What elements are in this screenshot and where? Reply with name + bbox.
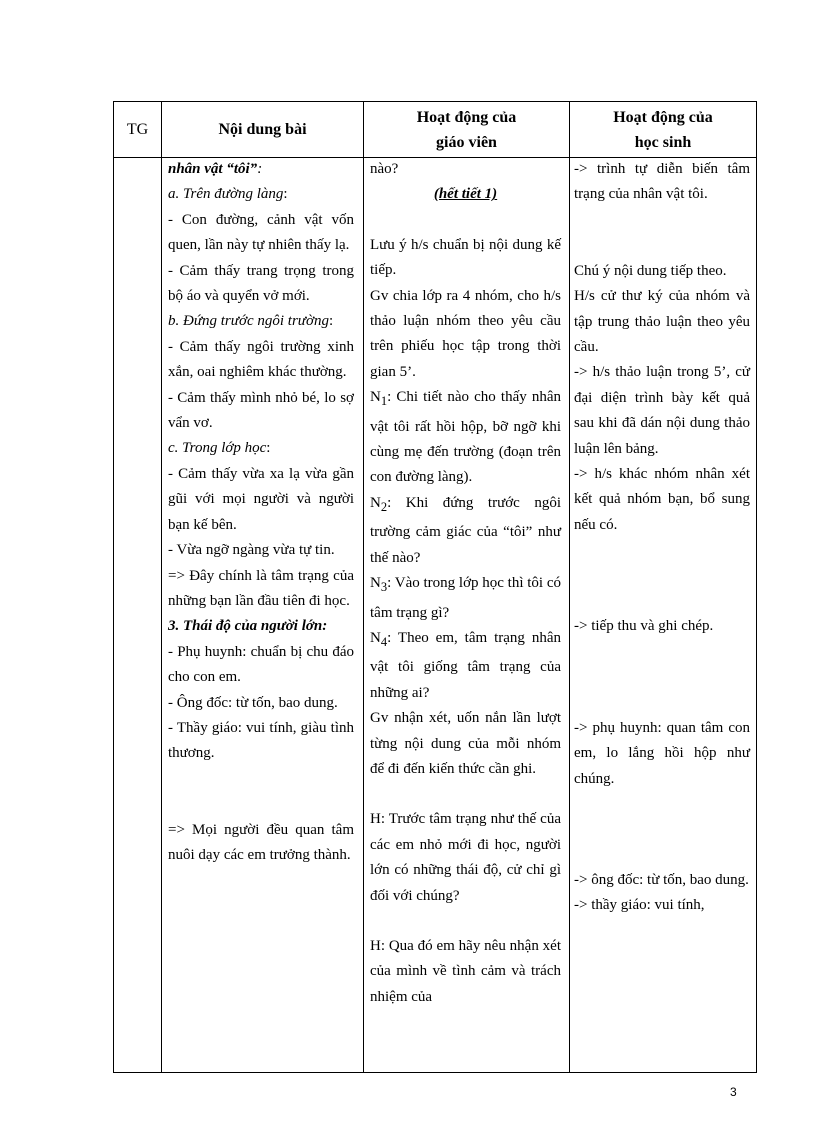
teacher-item: nào? xyxy=(370,161,399,177)
student-item: -> h/s khác nhóm nhân xét kết quả nhóm bạn, bổ sung nếu có. xyxy=(574,466,750,533)
teacher-item: Lưu ý h/s chuẩn bị nội dung kế tiếp. xyxy=(370,236,561,279)
header-student xyxy=(570,102,756,157)
header-content-label: Nội dung bài xyxy=(218,121,307,138)
header-tg xyxy=(114,102,161,157)
lesson-plan-table xyxy=(113,101,757,1073)
student-item: -> ông đốc: từ tốn, bao dung. xyxy=(574,871,749,888)
lesson-end-marker: (hết tiết 1) xyxy=(433,186,498,203)
student-column xyxy=(574,157,750,919)
group-question: $N_1$: Chi tiết nào cho thấy nhân vật tôi rất hồi hộp, bỡ ngỡ khi cùng mẹ đến trường (đoạn trên con đường làng). xyxy=(370,389,561,486)
teacher-item: Gv chia lớp ra 4 nhóm, cho h/s thảo luận nhóm theo yêu cầu trên phiếu học tập trong thời gian 5’. xyxy=(370,287,561,380)
teacher-item: H: Trước tâm trạng như thế của các em nhỏ mới đi học, người lớn có những thái độ, cử chỉ gì đối với chúng? xyxy=(370,811,561,904)
content-item: => Mọi người đều quan tâm nuôi dạy các em trưởng thành. xyxy=(168,821,354,864)
student-item: -> tiếp thu và ghi chép. xyxy=(574,618,714,635)
content-item: - Vừa ngỡ ngàng vừa tự tin. xyxy=(168,542,335,559)
content-item: - Cảm thấy ngôi trường xinh xắn, oai nghiêm khác thường. xyxy=(168,338,354,381)
student-item: -> phụ huynh: quan tâm con em, lo lắng hồi hộp như chúng. xyxy=(574,719,750,787)
teacher-column xyxy=(370,157,561,1010)
content-item: - Cảm thấy vừa xa lạ vừa gần gũi với mọi người và người bạn kế bên. xyxy=(168,465,354,533)
group-question: $N_3$: Vào trong lớp học thì tôi có tâm trạng gì? xyxy=(370,575,561,621)
header-teacher xyxy=(364,102,569,157)
content-item: - Cảm thấy mình nhỏ bé, lo sợ vẩn vơ. xyxy=(168,389,354,432)
page-number: 3 xyxy=(730,1085,737,1099)
content-item: b. Đứng trước ngôi trường: xyxy=(168,313,334,330)
column-divider xyxy=(569,102,570,1072)
student-item: Chú ý nội dung tiếp theo. xyxy=(574,262,727,279)
content-item: - Ông đốc: từ tốn, bao dung. xyxy=(168,694,338,711)
student-item: H/s cử thư ký của nhóm và tập trung thảo luận theo yêu cầu. xyxy=(574,288,750,356)
content-item: - Thầy giáo: vui tính, giàu tình thương. xyxy=(168,719,354,762)
student-item: -> thầy giáo: vui tính, xyxy=(574,897,705,914)
section-heading: 3. Thái độ của người lớn: xyxy=(168,618,328,635)
header-student-line2: học sinh xyxy=(634,133,692,151)
header-tg-label: TG xyxy=(126,121,149,138)
student-item: -> h/s thảo luận trong 5’, cử đại diện trình bày kết quả sau khi đã dán nội dung thảo luận lên bảng. xyxy=(574,364,750,457)
teacher-item: H: Qua đó em hãy nêu nhận xét của mình về tình cảm và trách nhiệm của xyxy=(370,937,561,1005)
group-question: $N_2$: Khi đứng trước ngôi trường cảm giác của “tôi” như thế nào? xyxy=(370,494,561,566)
header-teacher-line2: giáo viên xyxy=(436,133,497,151)
content-item: a. Trên đường làng: xyxy=(168,186,288,203)
content-column xyxy=(168,157,354,869)
teacher-item: Gv nhận xét, uốn nắn lần lượt từng nội dung của mỗi nhóm để đi đến kiến thức cần ghi. xyxy=(370,710,561,777)
content-item: c. Trong lớp học: xyxy=(168,440,271,457)
column-divider xyxy=(363,102,364,1072)
content-item: - Phụ huynh: chuẩn bị chu đáo cho con em. xyxy=(168,643,354,686)
content-item: - Cảm thấy trang trọng trong bộ áo và quyển vở mới. xyxy=(168,262,354,305)
group-question: $N_4$: Theo em, tâm trạng nhân vật tôi giống tâm trạng của những ai? xyxy=(370,629,561,701)
student-item: -> trình tự diễn biến tâm trạng của nhân vật tôi. xyxy=(574,161,750,203)
header-student-line1: Hoạt động của xyxy=(613,108,713,126)
content-item: - Con đường, cảnh vật vốn quen, lần này tự nhiên thấy lạ. xyxy=(168,211,354,254)
header-content xyxy=(162,102,363,157)
header-teacher-line1: Hoạt động của xyxy=(416,108,517,126)
column-divider xyxy=(161,102,162,1072)
content-item: nhân vật “tôi”: xyxy=(168,161,263,177)
content-item: => Đây chính là tâm trạng của những bạn lần đầu tiên đi học. xyxy=(168,567,354,609)
